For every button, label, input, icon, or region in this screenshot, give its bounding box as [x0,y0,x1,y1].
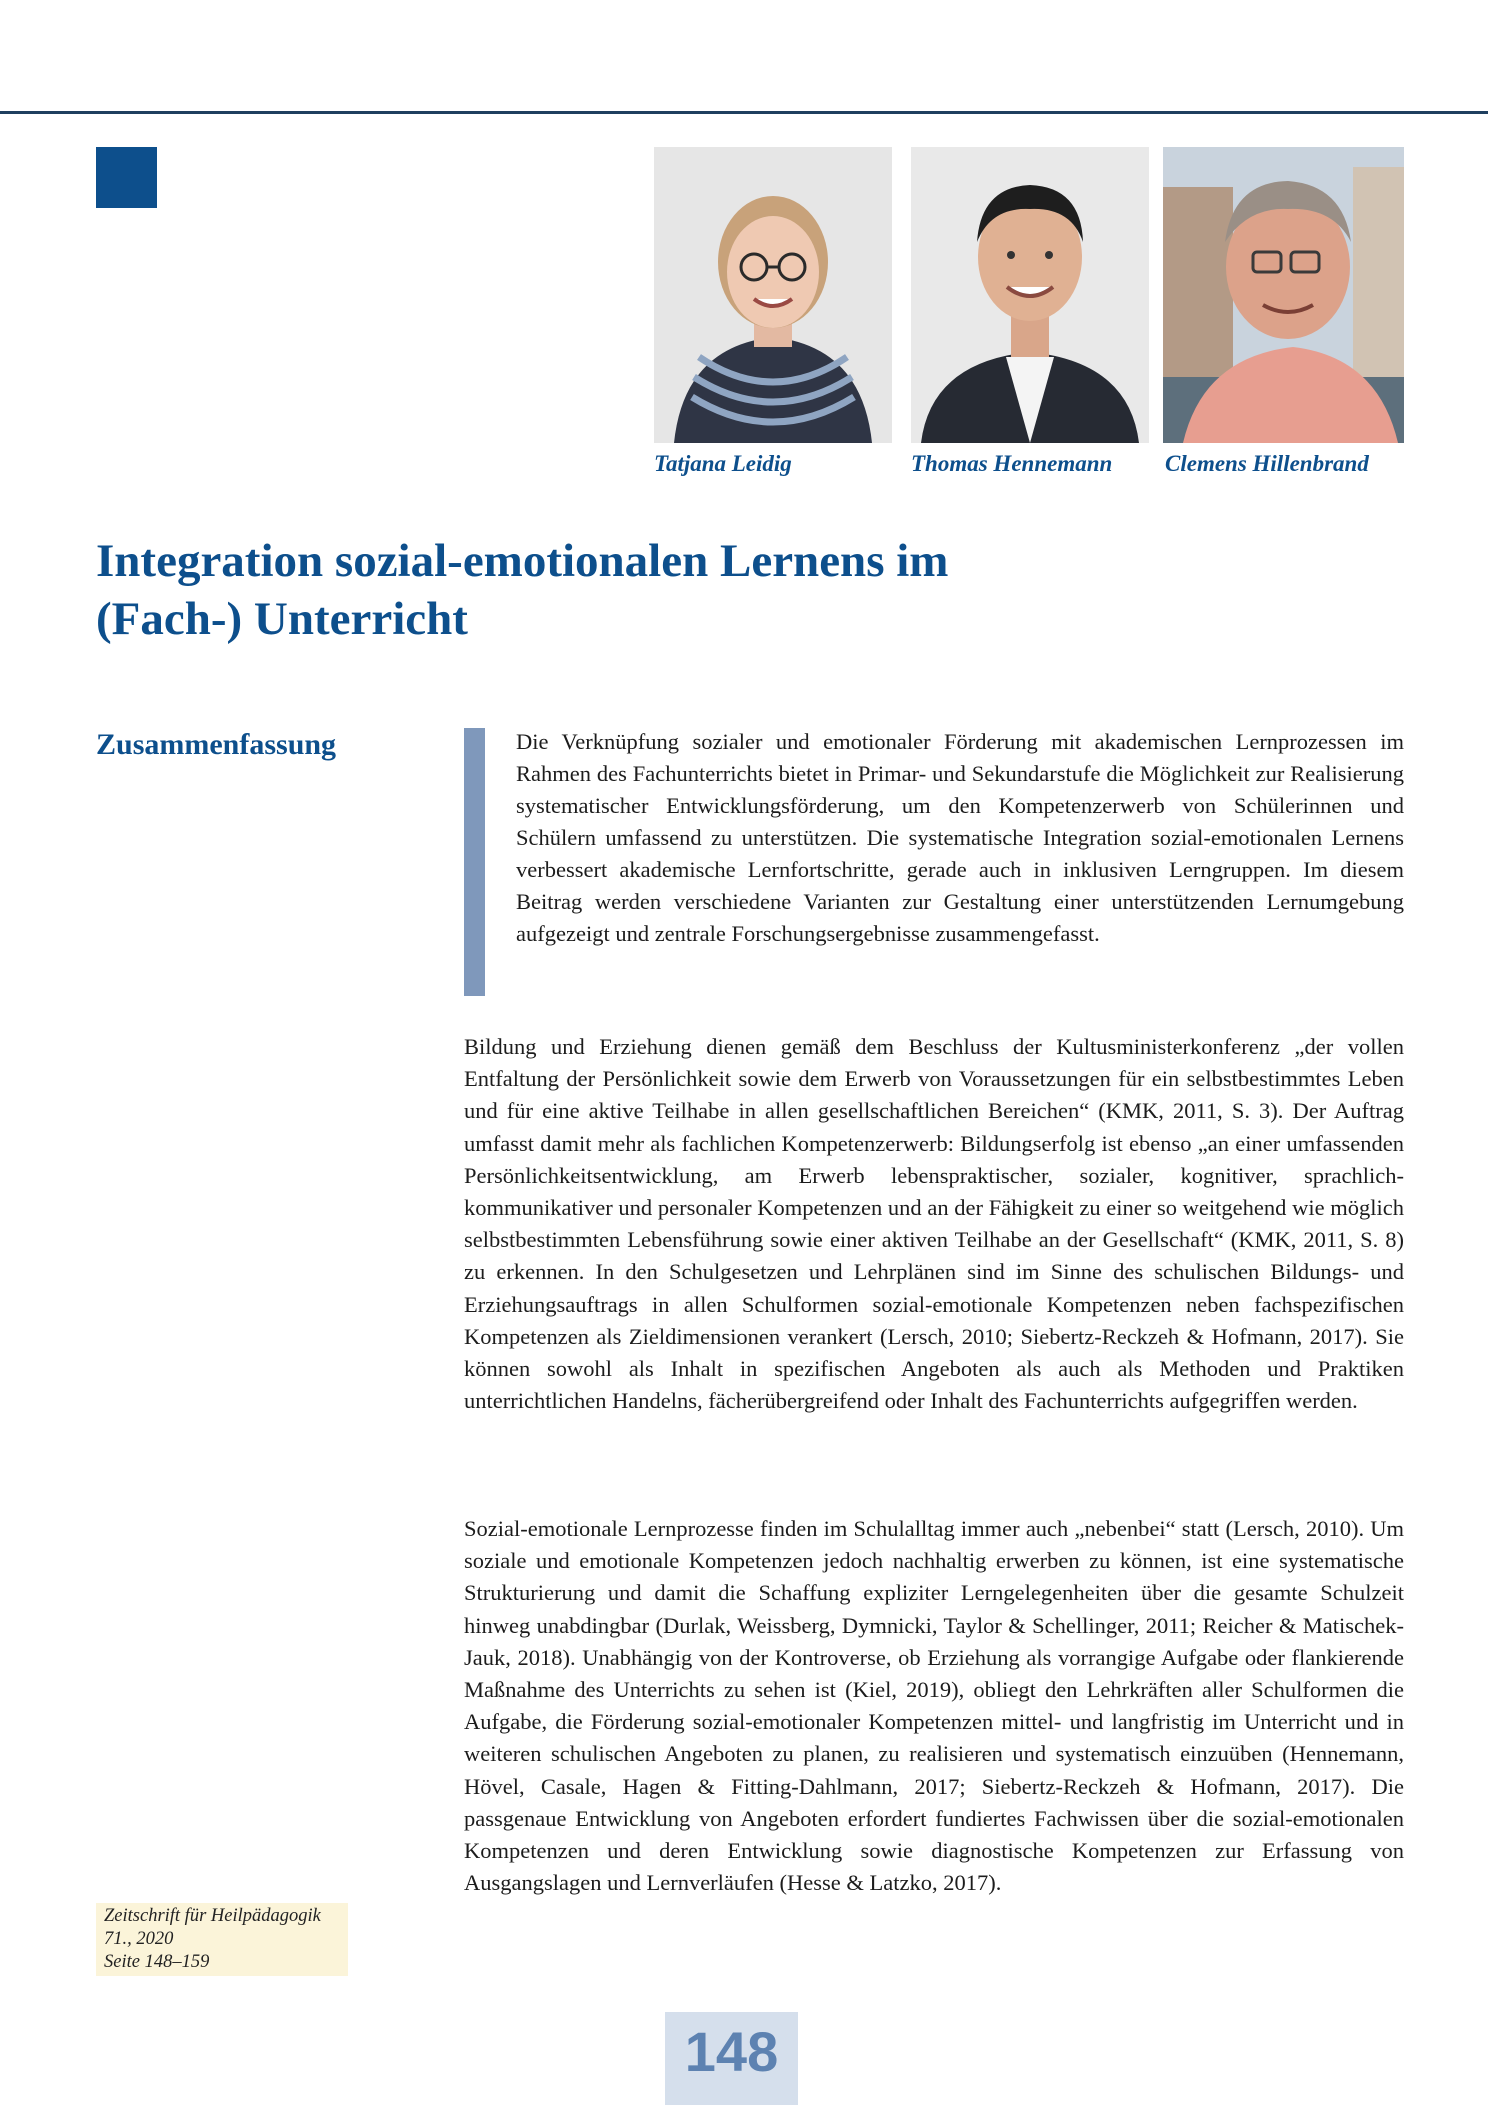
journal-citation [96,1903,348,1976]
author-card [1163,147,1404,476]
abstract-text: Die Verknüpfung sozialer und emotionaler Förderung mit akademischen Lernprozessen im Rahmen des Fachunterrichts bietet in Primar- und Sekundarstufe die Möglichkeit zur Realisierung systematischer Entwicklungsförderung, um den Kompetenzerwerb von Schülerinnen und Schülern umfassend zu unterstützen. Die systematische Integration sozial-emotionalen Lernens verbessert akademische Lernfortschritte, gerade auch in inklusiven Lerngruppen. Im diesem Beitrag werden verschiedene Varianten zur Gestaltung einer unterstützenden Lernumgebung aufgezeigt und zentrale Forschungsergebnisse zusammengefasst. [516,729,1404,946]
author-photo [1163,147,1404,443]
journal-name: Zeitschrift für Heilpädagogik [104,1906,321,1926]
author-card [654,147,892,476]
author-name: Thomas Hennemann [911,451,1113,476]
section-marker [96,147,157,208]
abstract-heading: Zusammenfassung [96,728,337,761]
journal-pages: Seite 148–159 [104,1952,210,1972]
body-paragraph: Sozial-emotionale Lernprozesse finden im Schulalltag immer auch „nebenbei“ statt (Lersch, 2010). Um soziale und emotionale Kompetenzen jedoch nachhaltig erwerben zu können, ist eine systematische Strukturierung und damit die Schaffung expliziter Lerngelegenheiten über die gesamte Schulzeit hinweg unabdingbar (Durlak, Weissberg, Dymnicki, Taylor & Schellinger, 2011; Reicher & Matischek-Jauk, 2018). Unabhängig von der Kontroverse, ob Erziehung als vorrangige Aufgabe oder flankierende Maßnahme des Unterrichts zu sehen ist (Kiel, 2019), obliegt den Lehrkräften aller Schulformen die Aufgabe, die Förderung sozial-emotionaler Kompetenzen mittel- und langfristig im Unterricht und in weiteren schulischen Angeboten zu planen, zu realisieren und systematisch einzuüben (Hennemann, Hövel, Casale, Hagen & Fitting-Dahlmann, 2017; Siebertz-Reckzeh & Hofmann, 2017). Die passgenaue Entwicklung von Angeboten erfordert fundiertes Fachwissen über die sozial-emotionalen Kompetenzen und deren Entwicklung sowie diagnostische Kompetenzen zur Erfassung von Ausgangslagen und Lernverläufen (Hesse & Latzko, 2017). [464,1516,1404,1896]
portrait-woman-glasses [654,147,892,443]
author-card [911,147,1149,476]
article-title [96,532,1096,648]
header-rule [0,111,1488,114]
body-paragraph: Bildung und Erziehung dienen gemäß dem Beschluss der Kultusministerkonferenz „der vollen Entfaltung der Persönlichkeit sowie dem Erwerb von Voraussetzungen für ein selbstbestimmtes Leben und für eine aktive Teilhabe in allen gesellschaftlichen Bereichen“ (KMK, 2011, S. 3). Der Auftrag umfasst damit mehr als fachlichen Kompetenzerwerb: Bildungserfolg ist ebenso „an einer umfassenden Persönlichkeitsentwicklung, am Erwerb lebenspraktischer, sozialer, kognitiver, sprachlich-kommunikativer und personaler Kompetenzen und an der Fähigkeit zu einer so weitgehend wie möglich selbstbestimmten Lebensführung sowie einer aktiven Teilhabe an der Gesellschaft“ (KMK, 2011, S. 8) zu erkennen. In den Schulgesetzen und Lehrplänen sind im Sinne des schulischen Bildungs- und Erziehungsauftrags in allen Schulformen sozial-emotionale Kompetenzen neben fachspezifischen Kompetenzen als Zieldimensionen verankert (Lersch, 2010; Siebertz-Reckzeh & Hofmann, 2017). Sie können sowohl als Inhalt in spezifischen Angeboten als auch als Methoden und Praktiken unterrichtlichen Handelns, fächerübergreifend oder Inhalt des Fachunterrichts aufgegriffen werden. [464,1034,1404,1414]
portrait-man-outdoor [1163,147,1404,443]
page-number-box [665,2012,798,2105]
portrait-man-suit [911,147,1149,443]
journal-volume: 71., 2020 [104,1929,174,1949]
author-name: Tatjana Leidig [654,451,792,476]
page-number: 148 [684,2020,779,2083]
abstract-bar [464,728,485,996]
author-photo [911,147,1149,443]
title-line: (Fach-) Unterricht [96,593,468,645]
author-name: Clemens Hillenbrand [1165,451,1369,476]
author-photo [654,147,892,443]
title-line: Integration sozial-emotionalen Lernens im [96,535,949,587]
